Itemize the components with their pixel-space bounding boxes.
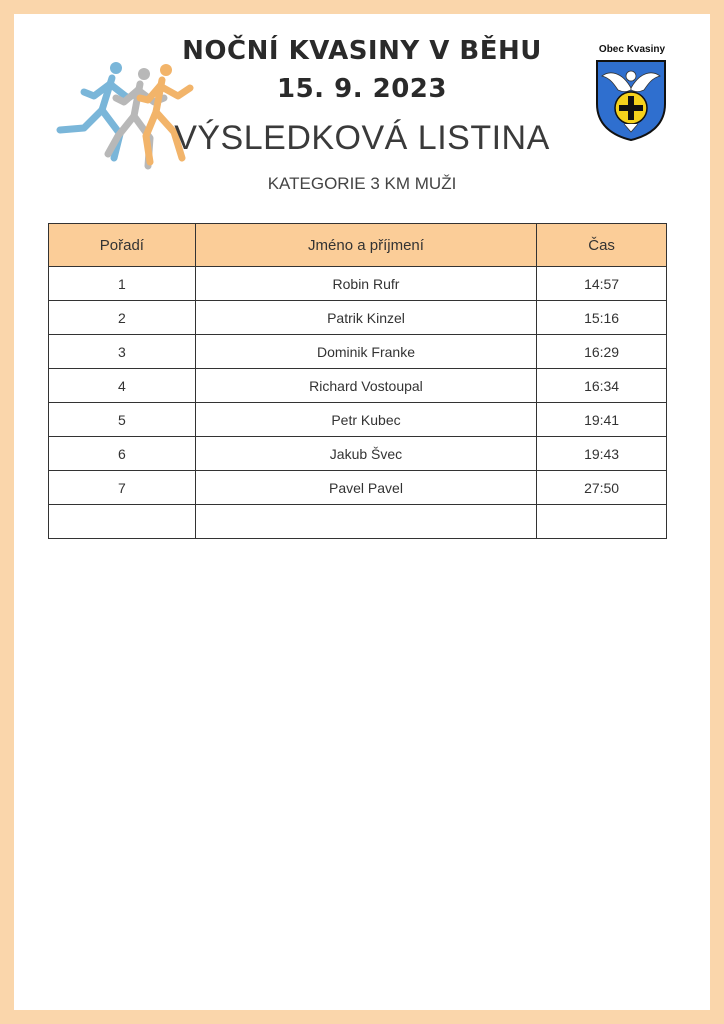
rank-cell xyxy=(49,505,196,539)
rank-cell: 7 xyxy=(49,471,196,505)
time-cell: 14:57 xyxy=(537,267,667,301)
rank-cell: 4 xyxy=(49,369,196,403)
category-subtitle: KATEGORIE 3 KM MUŽI xyxy=(267,174,457,193)
rank-cell: 6 xyxy=(49,437,196,471)
name-cell: Jakub Švec xyxy=(195,437,536,471)
time-cell xyxy=(537,505,667,539)
table-row-empty xyxy=(49,505,667,539)
table-row xyxy=(49,267,667,301)
name-cell: Robin Rufr xyxy=(195,267,536,301)
table-row xyxy=(49,335,667,369)
rank-cell: 2 xyxy=(49,301,196,335)
name-cell: Petr Kubec xyxy=(195,403,536,437)
table-row xyxy=(49,471,667,505)
name-cell: Richard Vostoupal xyxy=(195,369,536,403)
column-header-rank: Pořadí xyxy=(49,224,196,267)
time-cell: 19:43 xyxy=(537,437,667,471)
results-page xyxy=(14,14,710,1010)
time-cell: 27:50 xyxy=(537,471,667,505)
coat-of-arms-icon xyxy=(594,58,668,142)
name-cell xyxy=(195,505,536,539)
table-row xyxy=(49,369,667,403)
time-cell: 15:16 xyxy=(537,301,667,335)
time-cell: 16:29 xyxy=(537,335,667,369)
table-row xyxy=(49,301,667,335)
rank-cell: 1 xyxy=(49,267,196,301)
rank-cell: 5 xyxy=(49,403,196,437)
name-cell: Patrik Kinzel xyxy=(195,301,536,335)
name-cell: Dominik Franke xyxy=(195,335,536,369)
document-title: VÝSLEDKOVÁ LISTINA xyxy=(174,119,550,157)
column-header-time: Čas xyxy=(537,224,667,267)
table-row xyxy=(49,437,667,471)
results-table xyxy=(48,223,667,539)
time-cell: 16:34 xyxy=(537,369,667,403)
event-name: NOČNÍ KVASINY V BĚHU xyxy=(182,36,542,66)
rank-cell: 3 xyxy=(49,335,196,369)
municipality-label: Obec Kvasiny xyxy=(598,44,666,55)
event-date: 15. 9. 2023 xyxy=(277,74,447,104)
table-header-row xyxy=(49,224,667,267)
table-row xyxy=(49,403,667,437)
time-cell: 19:41 xyxy=(537,403,667,437)
name-cell: Pavel Pavel xyxy=(195,471,536,505)
column-header-name: Jméno a příjmení xyxy=(195,224,536,267)
